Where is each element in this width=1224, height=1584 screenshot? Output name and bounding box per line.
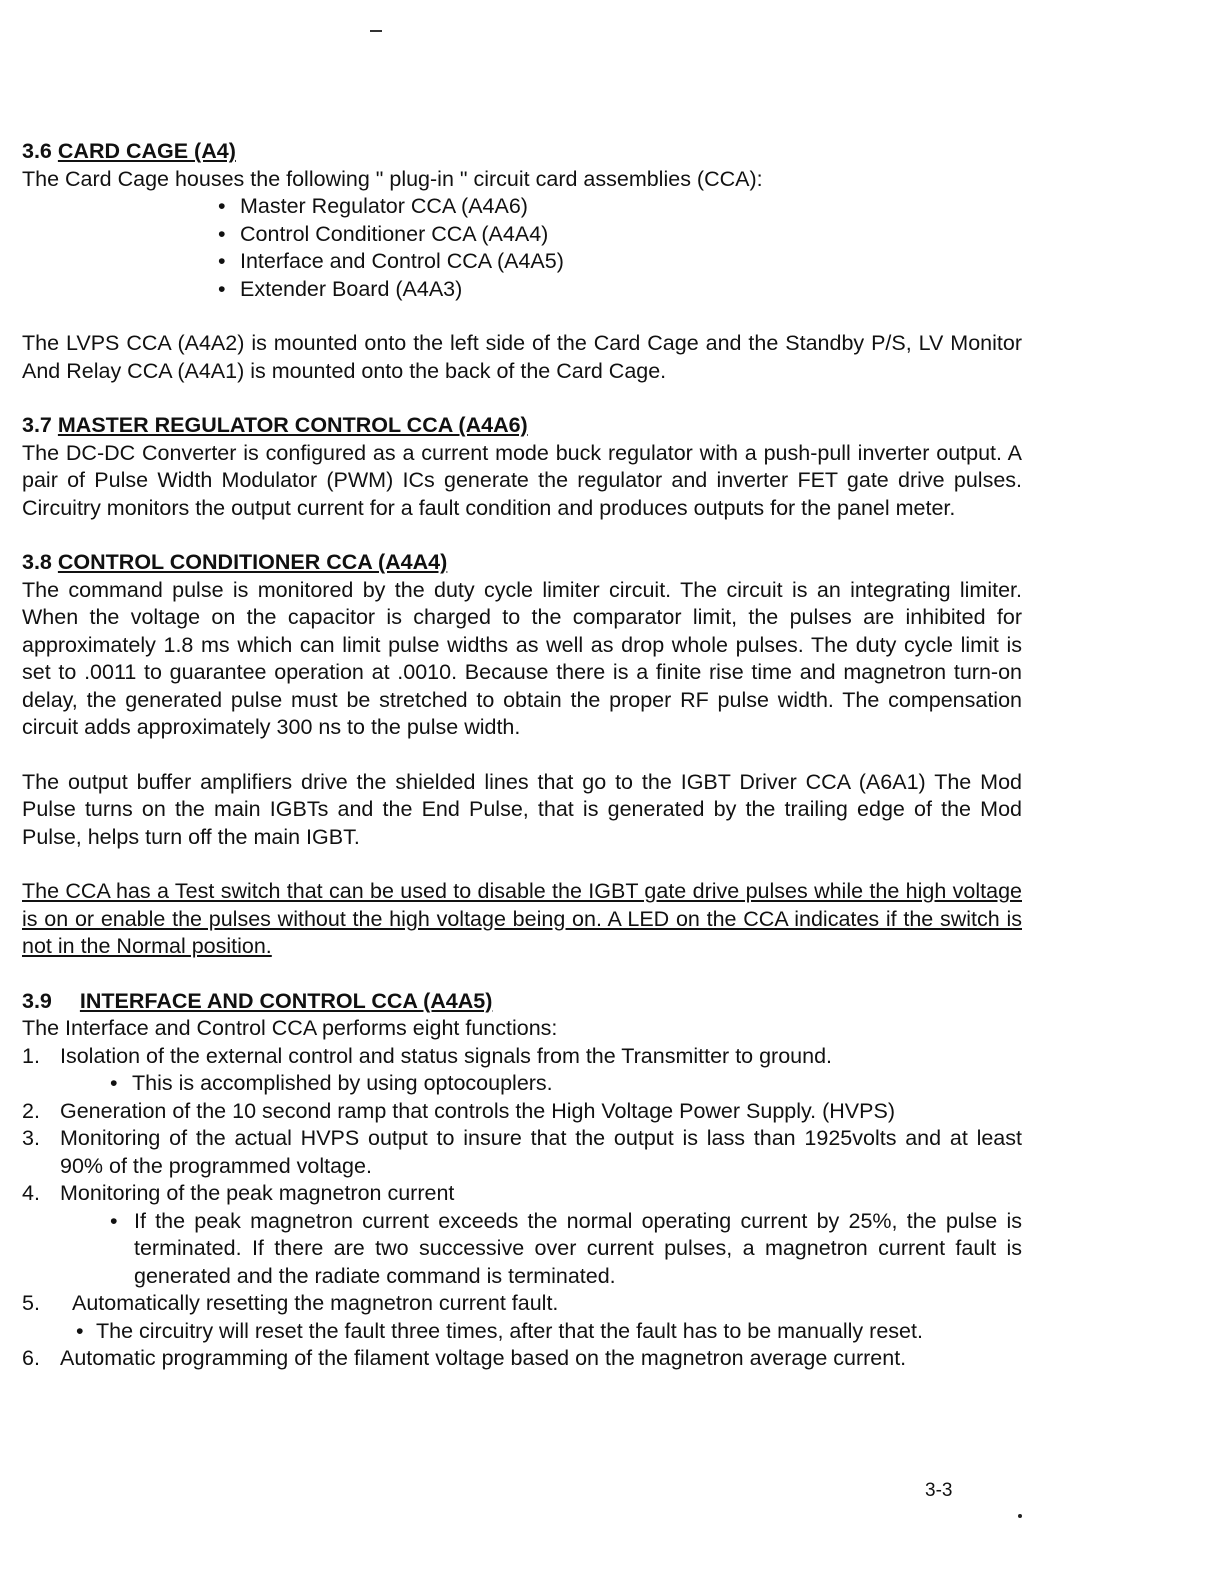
sub-bullet: • If the peak magnetron current exceeds the normal operating current by 25%, the pulse is terminated. If there are two successive over current pulses, a magnetron current fault is generated and the radiate command is terminated. bbox=[110, 1208, 1022, 1288]
function-list bbox=[22, 1043, 1022, 1071]
bullet-icon: • bbox=[110, 1208, 118, 1233]
list-item: 1. Isolation of the external control and status signals from the Transmitter to ground. bbox=[22, 1043, 833, 1068]
section-3-6-paragraph: The LVPS CCA (A4A2) is mounted onto the left side of the Card Cage and the Standby P/S, LV Monitor And Relay CCA (A4A1) is mounted onto the back of the Card Cage. bbox=[22, 331, 1022, 383]
section-3-8-paragraph-2: The output buffer amplifiers drive the shielded lines that go to the IGBT Driver CCA (A6A1) The Mod Pulse turns on the main IGBTs and the End Pulse, that is generated by the trailing edge of the Mod Pulse, helps turn off the main IGBT. bbox=[22, 769, 1022, 849]
list-item: 5. Automatically resetting the magnetron current fault. bbox=[22, 1291, 559, 1315]
list-item: • Interface and Control CCA (A4A5) bbox=[218, 248, 1022, 276]
list-item: 3. Monitoring of the actual HVPS output to insure that the output is lass than 1925volts and at least 90% of the programmed voltage. bbox=[22, 1126, 1022, 1178]
cca-list bbox=[22, 193, 1022, 303]
function-list bbox=[22, 1290, 1022, 1318]
function-list bbox=[22, 1345, 1022, 1373]
bullet-icon: • bbox=[110, 1071, 118, 1095]
section-3-7-heading: 3.7 MASTER REGULATOR CONTROL CCA (A4A6) bbox=[22, 413, 528, 437]
section-3-9-intro: The Interface and Control CCA performs eight functions: bbox=[22, 1016, 558, 1040]
scan-speck bbox=[1018, 1514, 1022, 1518]
scan-mark bbox=[370, 30, 382, 32]
list-item: 4. Monitoring of the peak magnetron current bbox=[22, 1181, 455, 1205]
document-page bbox=[22, 138, 1022, 1373]
sub-bullet: • This is accomplished by using optocouplers. bbox=[22, 1070, 1022, 1098]
section-3-9-heading: 3.9 INTERFACE AND CONTROL CCA (A4A5) bbox=[22, 988, 493, 1013]
list-item: • Extender Board (A4A3) bbox=[218, 276, 1022, 304]
section-3-6-heading: 3.6 CARD CAGE (A4) bbox=[22, 139, 236, 163]
list-item: 2. Generation of the 10 second ramp that controls the High Voltage Power Supply. (HVPS) bbox=[22, 1098, 895, 1123]
bullet-icon: • bbox=[76, 1318, 84, 1343]
section-3-6-intro: The Card Cage houses the following " plug-in " circuit card assemblies (CCA): bbox=[22, 166, 763, 191]
section-3-8-paragraph-3: The CCA has a Test switch that can be used to disable the IGBT gate drive pulses while the high voltage is on or enable the pulses without the high voltage being on. A LED on the CCA indicates if the switch is not in the Normal position. bbox=[22, 879, 1022, 958]
function-list bbox=[22, 1098, 1022, 1208]
list-item: • Control Conditioner CCA (A4A4) bbox=[218, 221, 1022, 249]
list-item: 6. Automatic programming of the filament voltage based on the magnetron average current. bbox=[22, 1346, 907, 1370]
sub-bullet: • The circuitry will reset the fault three times, after that the fault has to be manually reset. bbox=[22, 1318, 1022, 1346]
section-3-7-paragraph: The DC-DC Converter is configured as a current mode buck regulator with a push-pull inverter output. A pair of Pulse Width Modulator (PWM) ICs generate the regulator and inverter FET gate drive pulses. Circuitry monitors the output current for a fault condition and produces outputs for the panel meter. bbox=[22, 440, 1022, 520]
section-3-8-heading: 3.8 CONTROL CONDITIONER CCA (A4A4) bbox=[22, 550, 448, 574]
list-item: • Master Regulator CCA (A4A6) bbox=[218, 193, 1022, 221]
section-3-8-paragraph-1: The command pulse is monitored by the duty cycle limiter circuit. The circuit is an integrating limiter. When the voltage on the capacitor is charged to the comparator limit, the pulses are inhibited for approximately 1.8 ms which can limit pulse widths as well as drop whole pulses. The duty cycle limit is set to .0011 to guarantee operation at .0010. Because there is a finite rise time and magnetron turn-on delay, the generated pulse must be stretched to obtain the proper RF pulse width. The compensation circuit adds approximately 300 ns to the pulse width. bbox=[22, 577, 1022, 739]
page-number: 3-3 bbox=[925, 1480, 953, 1501]
